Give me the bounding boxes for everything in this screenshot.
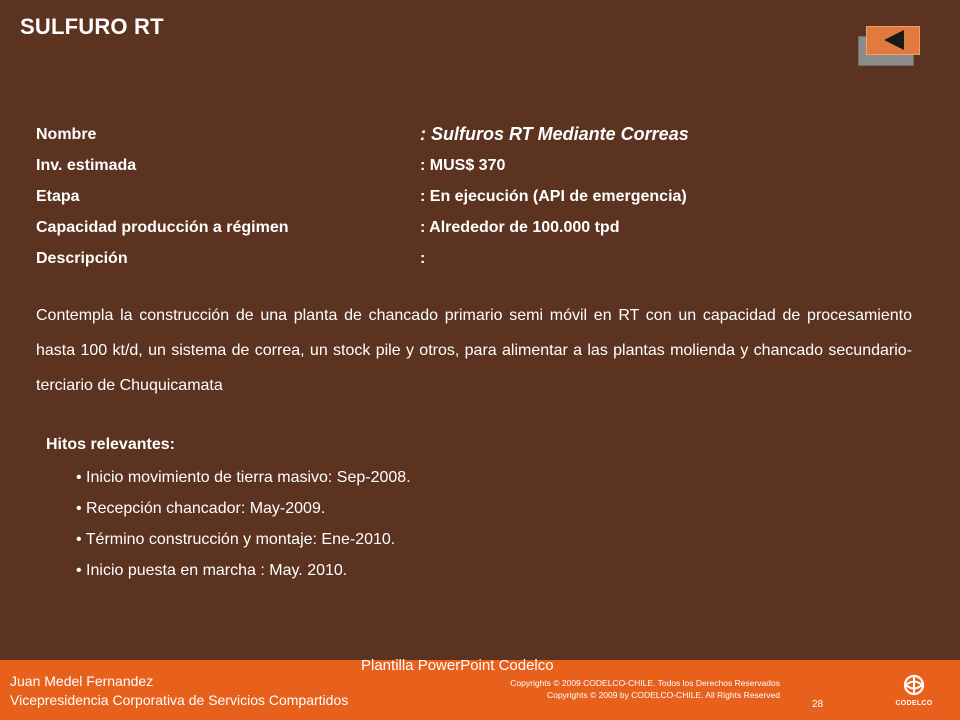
field-value-text: : Sulfuros RT Mediante Correas — [420, 124, 689, 144]
project-description: Contempla la construcción de una planta de chancado primario semi móvil en RT con un capacidad de procesamiento hasta 100 kt/d, un sistema de correa, un stock pile y otros, para alimentar a las plantas molienda y chancado secundario-terciario de Chuquicamata — [36, 307, 912, 394]
field-value: : — [420, 250, 426, 267]
field-value — [420, 124, 689, 145]
field-label: Capacidad producción a régimen — [36, 219, 289, 236]
milestone-item: • Inicio movimiento de tierra masivo: Sep-2008. — [76, 462, 411, 493]
field-value: : Alrededor de 100.000 tpd — [420, 219, 620, 236]
presenter-name: Juan Medel Fernandez — [10, 673, 154, 689]
milestones-title: Hitos relevantes: — [46, 436, 175, 453]
presenter-unit: Vicepresidencia Corporativa de Servicios Compartidos — [10, 692, 349, 708]
field-value: : En ejecución (API de emergencia) — [420, 188, 687, 205]
field-label: Etapa — [36, 188, 80, 205]
presenter-info — [10, 672, 348, 710]
milestone-item: • Inicio puesta en marcha : May. 2010. — [76, 555, 411, 586]
page-number: 28 — [812, 699, 824, 710]
copyright-line-1: Copyrights © 2009 CODELCO-CHILE. Todos los Derechos Reservados — [510, 678, 780, 688]
copyright-notice — [400, 677, 780, 701]
milestone-item: • Recepción chancador: May-2009. — [76, 493, 411, 524]
copyright-line-2: Copyrights © 2009 by CODELCO-CHILE. All Rights Reserved — [546, 690, 780, 700]
codelco-logo — [868, 660, 960, 720]
field-label: Descripción — [36, 250, 128, 267]
slide-footer — [0, 657, 960, 720]
logo-text: CODELCO — [895, 700, 933, 707]
milestones-list — [76, 462, 411, 586]
field-label: Inv. estimada — [36, 157, 137, 174]
codelco-logo-icon — [896, 674, 932, 700]
field-value: : MUS$ 370 — [420, 157, 506, 174]
template-name: Plantilla PowerPoint Codelco — [361, 657, 554, 674]
milestone-item: • Término construcción y montaje: Ene-2010. — [76, 524, 411, 555]
left-triangle-icon — [866, 26, 920, 54]
field-label: Nombre — [36, 126, 97, 143]
slide-title: SULFURO RT — [20, 14, 164, 39]
back-button[interactable] — [858, 26, 920, 66]
